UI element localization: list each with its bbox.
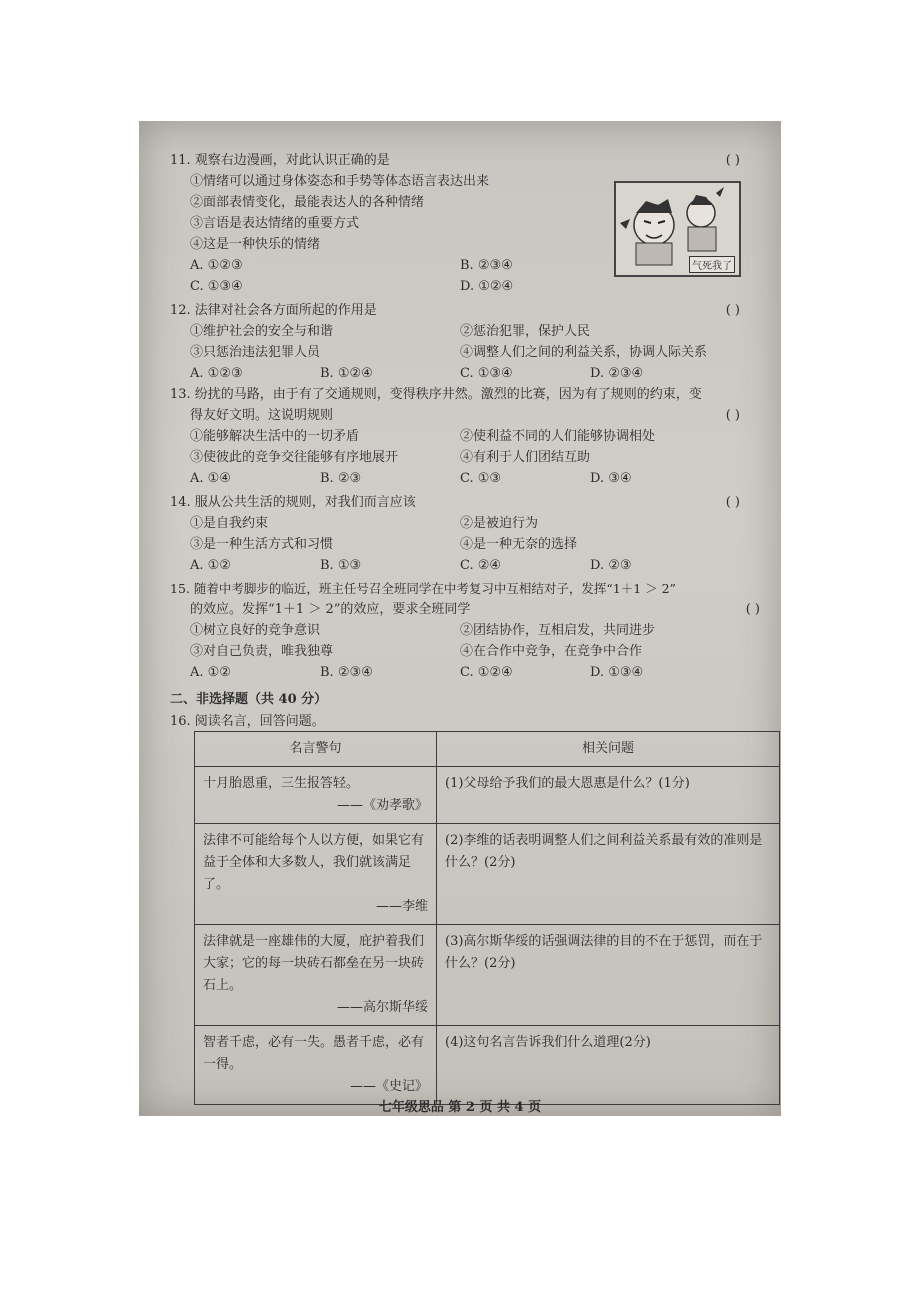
q12-item-3: ③只惩治违法犯罪人员 (190, 345, 321, 360)
q15-option-b: B. ②③④ (320, 665, 373, 680)
q15-option-c: C. ①②④ (460, 665, 513, 680)
quote-cell (195, 824, 437, 925)
q14-item-3: ③是一种生活方式和习惯 (190, 537, 334, 552)
quote-text: 智者千虑，必有一失。愚者千虑，必有一得。 (203, 1035, 425, 1072)
q11-item-2: ②面部表情变化，最能表达人的各种情绪 (190, 195, 425, 210)
quote-source: ——高尔斯华绥 (336, 1000, 428, 1015)
question-cell: (2)李维的话表明调整人们之间利益关系最有效的准则是什么？(2分) (437, 824, 780, 925)
q15-item-2: ②团结协作，互相启发，共同进步 (460, 623, 656, 638)
q11-answer-paren: ( ) (725, 153, 740, 168)
q14-item-1: ①是自我约束 (190, 516, 269, 531)
q12-title: 12. 法律对社会各方面所起的作用是 (170, 303, 377, 318)
q11-option-d: D. ①②④ (460, 279, 514, 294)
q13-option-d: D. ③④ (590, 471, 632, 486)
quote-text: 法律就是一座雄伟的大厦，庇护着我们大家；它的每一块砖石都垒在另一块砖石上。 (203, 934, 425, 993)
q12-item-4: ④调整人们之间的利益关系，协调人际关系 (460, 345, 708, 360)
question-15 (170, 578, 760, 683)
q14-option-b: B. ①③ (320, 558, 362, 573)
page-footer: 七年级思品 第 2 页 共 4 页 (378, 1100, 542, 1115)
q15-title: 15. 随着中考脚步的临近，班主任号召全班同学在中考复习中互相结对子，发挥“1＋1 ＞ 2” (170, 581, 676, 596)
q11-item-1: ①情绪可以通过身体姿态和手势等体态语言表达出来 (190, 174, 490, 189)
q15-option-a: A. ①② (190, 665, 231, 680)
question-13 (170, 384, 760, 489)
q13-option-b: B. ②③ (320, 471, 362, 486)
quote-source: ——李维 (375, 899, 428, 914)
table-row (195, 925, 780, 1026)
quote-cell (195, 767, 437, 824)
q13-answer-paren: ( ) (725, 408, 740, 423)
table-row (195, 767, 780, 824)
table-row (195, 824, 780, 925)
header-questions: 相关问题 (437, 732, 780, 767)
question-cell: (4)这句名言告诉我们什么道理(2分) (437, 1026, 780, 1105)
q15-item-3: ③对自己负责，唯我独尊 (190, 644, 334, 659)
q16-title: 16. 阅读名言，回答问题。 (170, 714, 325, 729)
header-quotes: 名言警句 (195, 732, 437, 767)
quote-source: ——《劝孝歌》 (336, 798, 428, 813)
q15-item-1: ①树立良好的竞争意识 (190, 623, 321, 638)
q12-item-1: ①维护社会的安全与和谐 (190, 324, 334, 339)
q15-item-4: ④在合作中竞争，在竞争中合作 (460, 644, 643, 659)
table-row (195, 1026, 780, 1105)
q13-item-4: ④有利于人们团结互助 (460, 450, 591, 465)
q13-option-c: C. ①③ (460, 471, 502, 486)
angry-cartoon-image (614, 181, 741, 277)
quotes-table (194, 731, 780, 1105)
section-heading: 二、非选择题（共 40 分） (170, 692, 328, 707)
q15-answer-paren: ( ) (745, 602, 760, 617)
q14-option-c: C. ②④ (460, 558, 502, 573)
q13-title-line2: 得友好文明。这说明规则 (190, 408, 334, 423)
q12-option-c: C. ①③④ (460, 366, 513, 381)
q12-item-2: ②惩治犯罪，保护人民 (460, 324, 591, 339)
quote-text: 法律不可能给每个人以方便，如果它有益于全体和大多数人，我们就该满足了。 (203, 833, 425, 892)
q11-item-4: ④这是一种快乐的情绪 (190, 237, 321, 252)
q14-option-a: A. ①② (190, 558, 231, 573)
q12-option-b: B. ①②④ (320, 366, 373, 381)
question-12 (170, 300, 760, 384)
q11-option-b: B. ②③④ (460, 258, 513, 273)
q14-item-4: ④是一种无奈的选择 (460, 537, 578, 552)
q14-title: 14. 服从公共生活的规则，对我们而言应该 (170, 495, 416, 510)
q11-item-3: ③言语是表达情绪的重要方式 (190, 216, 360, 231)
cartoon-caption: 气死我了 (689, 256, 735, 273)
q11-option-c: C. ①③④ (190, 279, 243, 294)
q11-option-a: A. ①②③ (190, 258, 243, 273)
q12-answer-paren: ( ) (725, 303, 740, 318)
q13-item-2: ②使利益不同的人们能够协调相处 (460, 429, 656, 444)
q14-answer-paren: ( ) (725, 495, 740, 510)
q15-option-d: D. ①③④ (590, 665, 644, 680)
quote-text: 十月胎恩重，三生报答轻。 (203, 776, 360, 791)
q14-option-d: D. ②③ (590, 558, 632, 573)
quote-cell (195, 925, 437, 1026)
q13-item-1: ①能够解决生活中的一切矛盾 (190, 429, 360, 444)
q12-option-d: D. ②③④ (590, 366, 644, 381)
q12-option-a: A. ①②③ (190, 366, 243, 381)
table-header-row (195, 732, 780, 767)
q15-title-line2: 的效应。发挥“1＋1 ＞ 2”的效应，要求全班同学 (190, 602, 471, 617)
q13-title: 13. 纷扰的马路，由于有了交通规则，变得秩序井然。激烈的比赛，因为有了规则的约束，变 (170, 387, 702, 402)
quote-source: ——《史记》 (349, 1079, 428, 1094)
q13-item-3: ③使彼此的竞争交往能够有序地展开 (190, 450, 399, 465)
q13-option-a: A. ①④ (190, 471, 231, 486)
q11-title: 11. 观察右边漫画，对此认识正确的是 (170, 153, 390, 168)
quote-cell (195, 1026, 437, 1105)
question-cell: (3)高尔斯华绥的话强调法律的目的不在于惩罚，而在于什么？(2分) (437, 925, 780, 1026)
q14-item-2: ②是被迫行为 (460, 516, 539, 531)
question-cell: (1)父母给予我们的最大恩惠是什么？(1分) (437, 767, 780, 824)
question-14 (170, 492, 760, 576)
